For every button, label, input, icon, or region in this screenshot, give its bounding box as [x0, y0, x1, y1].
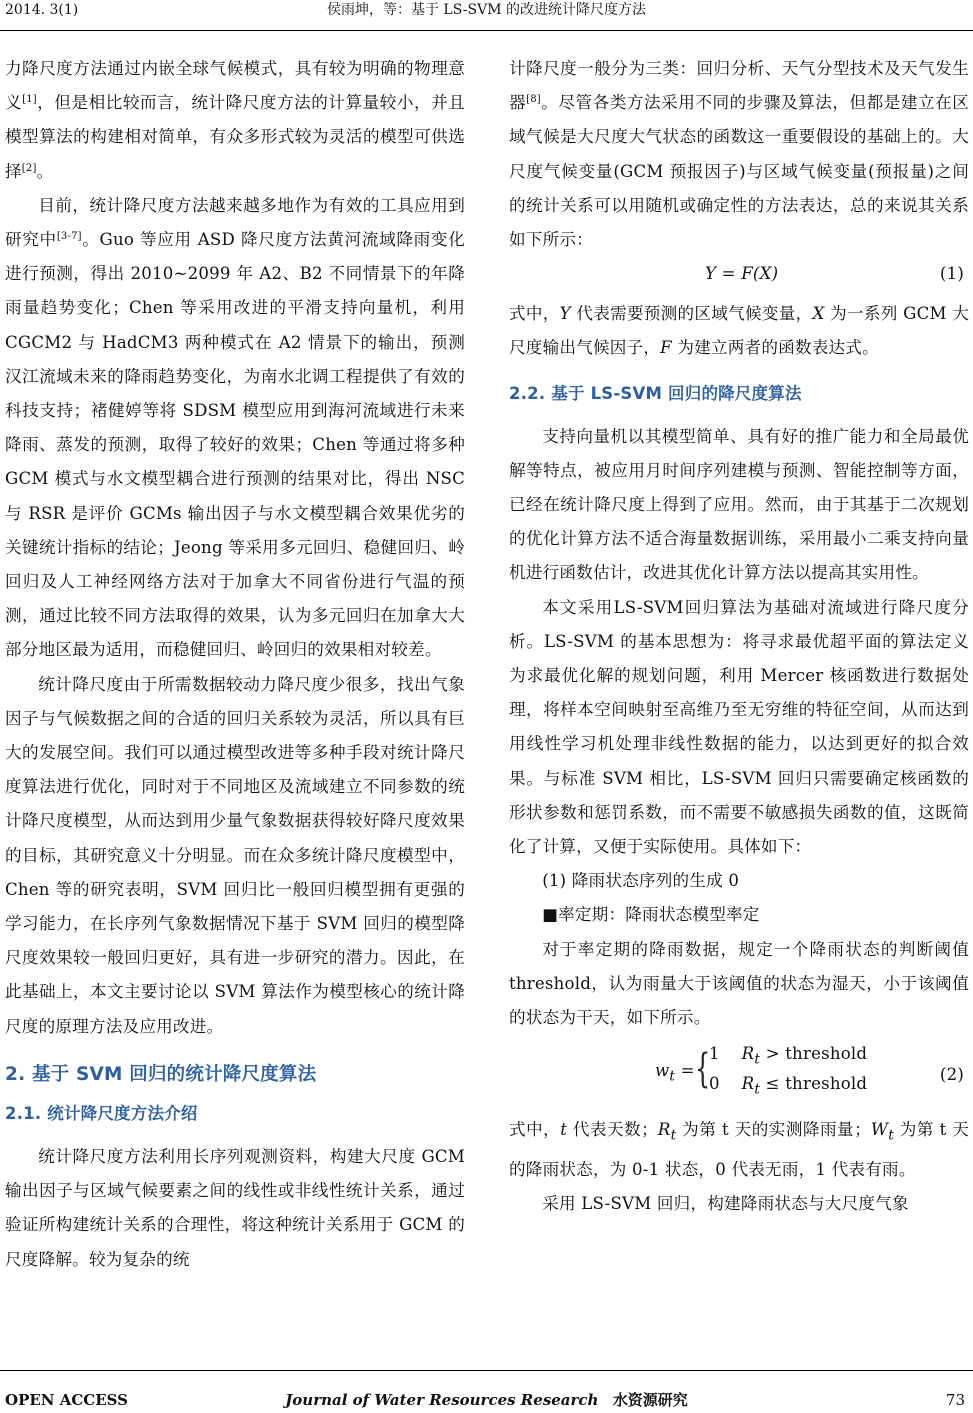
text: 式中， [509, 304, 560, 324]
text: ，但是相比较而言，统计降尺度方法的计算量较小，并且模型算法的构建相对简单，有众多形式较为灵活的模型可供选择 [5, 93, 465, 181]
text: 为一系列 GCM 大尺度输出气候因子， [509, 304, 970, 358]
text: 为第 t 天的实测降雨量； [676, 1120, 871, 1140]
footer-rule [0, 1370, 973, 1372]
symbol: R [741, 1074, 755, 1094]
header-rule [0, 30, 973, 31]
left-paragraph-4: 统计降尺度方法利用长序列观测资料，构建大尺度 GCM 输出因子与区域气候要素之间的线性或非线性统计关系，通过验证所构建统计关系的合理性，将这种统计关系用于 GCM 的尺度降解。较为复杂的统 [5, 1146, 465, 1269]
equation-2 [509, 1039, 969, 1107]
subscript: t [669, 1068, 676, 1085]
journal-name [0, 1389, 973, 1411]
symbol: Y [559, 304, 571, 324]
right-paragraph-2 [509, 297, 969, 365]
condition: > threshold [760, 1044, 868, 1064]
left-paragraph-2 [5, 189, 465, 668]
left-column [5, 52, 465, 1277]
subscript: t [888, 1127, 894, 1144]
issue-number: 2014. 3(1) [5, 2, 79, 18]
subsection-heading-2-2: 2.2. 基于 LS-SVM 回归的降尺度算法 [509, 383, 802, 403]
equation-2-number: (2) [939, 1065, 964, 1085]
text: 计降尺度一般分为三类：回归分析、天气分型技术及天气发生器 [509, 59, 969, 113]
open-access-label: OPEN ACCESS [5, 1391, 128, 1409]
text: 目前，统计降尺度方法越来越多地作为有效的工具应用到研究中 [5, 195, 465, 250]
list-item-1: (1) 降雨状态序列的生成 0 [542, 871, 740, 891]
text: 代表天数； [567, 1120, 658, 1140]
symbol: R [741, 1044, 755, 1064]
section-heading-2: 2. 基于 SVM 回归的统计降尺度算法 [5, 1063, 317, 1085]
list-item-2: ■率定期：降雨状态模型率定 [542, 905, 760, 925]
right-paragraph-7: 采用 LS-SVM 回归，构建降雨状态与大尺度气象 [542, 1194, 909, 1213]
equation-1 [509, 257, 969, 297]
right-paragraph-1 [509, 52, 969, 257]
page-header [0, 0, 973, 32]
text: 为建立两者的函数表达式。 [671, 338, 879, 358]
right-paragraph-4: 本文采用LS-SVM回归算法为基础对流域进行降尺度分析。LS-SVM 的基本思想为：将寻求最优超平面的算法定义为求最优化解的规划问题，利用 Mercer 核函数进行数据处理，将样本空间映射至高维乃至无穷维的特征空间，从而达到用线性学习机处理非线性数据的能力，以达到更好的拟合效果。与标准 SVM 相比，LS-SVM 回归只需要确定核函数的形状参数和惩罚系数，而不需要不敏感损失函数的值，这既简化了计算，又便于实际使用。具体如下： [509, 597, 969, 857]
text: 力降尺度方法通过内嵌全球气候模式，具有较为明确的物理意义 [5, 59, 465, 113]
subscript: t [670, 1127, 677, 1144]
symbol: F [660, 338, 672, 358]
journal-title-cn: 水资源研究 [612, 1391, 688, 1409]
page-number: 73 [945, 1391, 965, 1409]
value: 0 [709, 1074, 720, 1094]
equation-1-expression: Y = F(X) [705, 264, 779, 284]
left-paragraph-3: 统计降尺度由于所需数据较动力降尺度少很多，找出气象因子与气候数据之间的合适的回归关系较为灵活，所以具有巨大的发展空间。我们可以通过模型改进等多种手段对统计降尺度算法进行优化，同时对于不同地区及流域建立不同参数的统计降尺度模型，从而达到用少量气象数据获得较好降尺度效果的目标，其研究意义十分明显。而在众多统计降尺度模型中，Chen 等的研究表明，SVM 回归比一般回归模型拥有更强的学习能力，在长序列气象数据情况下基于 SVM 回归的模型降尺度效果较一般回归更好，具有进一步研究的潜力。因此，在此基础上，本文主要讨论以 SVM 算法作为模型核心的统计降尺度的原理方法及应用改进。 [5, 674, 465, 1036]
symbol: w [655, 1061, 670, 1081]
text: 。 [36, 161, 54, 181]
text: 代表需要预测的区域气候变量， [570, 304, 813, 324]
condition: ≤ threshold [760, 1074, 868, 1094]
right-paragraph-3: 支持向量机以其模型简单、具有好的推广能力和全局最优解等特点，被应用月时间序列建模与预测、智能控制等方面，已经在统计降尺度上得到了应用。然而，由于其基于二次规划的优化计算方法不适合海量数据训练，采用最小二乘支持向量机进行函数估计，改进其优化计算方法以提高其实用性。 [509, 426, 969, 583]
equation-1-number: (1) [939, 264, 964, 284]
left-paragraph-1 [5, 52, 465, 189]
value: 1 [709, 1044, 720, 1064]
text: 。Guo 等应用 ASD 降尺度方法黄河流域降雨变化进行预测，得出 2010~2099 年 A2、B2 不同情景下的年降雨量趋势变化；Chen 等采用改进的平滑支持向量机，利用 CGCM2 与 HadCM3 两种模式在 A2 情景下的输出，预测汉江流域未来的降雨趋势变化，为南水北调工程提供了有效的科技支持；褚健婷等将 SDSM 模型应用到海河流域进行未来降雨、蒸发的预测，取得了较好的效果；Chen 等通过将多种 GCM 模式与水文模型耦合进行预测的结果对比，得出 NSC 与 RSR 是评价 GCMs 输出因子与水文模型耦合效果优劣的关键统计指标的结论；Jeong 等采用多元回归、稳健回归、岭回归及人工神经网络方法对于加拿大不同省份进行气温的预测，通过比较不同方法取得的效果，认为多元回归在加拿大大部分地区最为适用，而稳健回归、岭回归的效果相对较差。 [5, 230, 465, 660]
symbol: W [870, 1120, 889, 1140]
running-title: 侯雨坤，等：基于 LS-SVM 的改进统计降尺度方法 [326, 2, 647, 18]
right-paragraph-6 [509, 1113, 969, 1187]
citation: [8] [526, 94, 541, 106]
left-brace-icon: { [695, 1046, 711, 1093]
journal-title-en: Journal of Water Resources Research [285, 1391, 599, 1409]
citation: [2] [21, 162, 37, 174]
text: 为第 t 天的降雨状态，为 0-1 状态，0 代表无雨，1 代表有雨。 [509, 1120, 969, 1179]
subscript: t [754, 1051, 761, 1068]
right-paragraph-5: 对于率定期的降雨数据，规定一个降雨状态的判断阈值 threshold，认为雨量大于该阈值的状态为湿天，小于该阈值的状态为干天，如下所示。 [509, 939, 969, 1028]
subsection-heading-2-1: 2.1. 统计降尺度方法介绍 [5, 1103, 198, 1123]
subscript: t [754, 1081, 761, 1098]
citation: [3-7] [56, 231, 82, 243]
symbol: R [657, 1120, 671, 1140]
right-column [509, 52, 969, 1221]
symbol: X [812, 304, 825, 324]
text: 。尽管各类方法采用不同的步骤及算法，但都是建立在区域气候是大尺度大气状态的函数这一重要假设的基础上的。大尺度气候变量(GCM 预报因子)与区域气候变量(预报量)之间的统计关系可以用随机或确定性的方法表达，总的来说其关系如下所示： [509, 93, 969, 250]
equation-2-lhs [655, 1054, 695, 1094]
citation: [1] [22, 94, 37, 106]
operator: = [675, 1061, 695, 1081]
equation-2-case-2 [709, 1069, 867, 1104]
text: 式中， [509, 1120, 561, 1140]
symbol: t [560, 1120, 568, 1140]
